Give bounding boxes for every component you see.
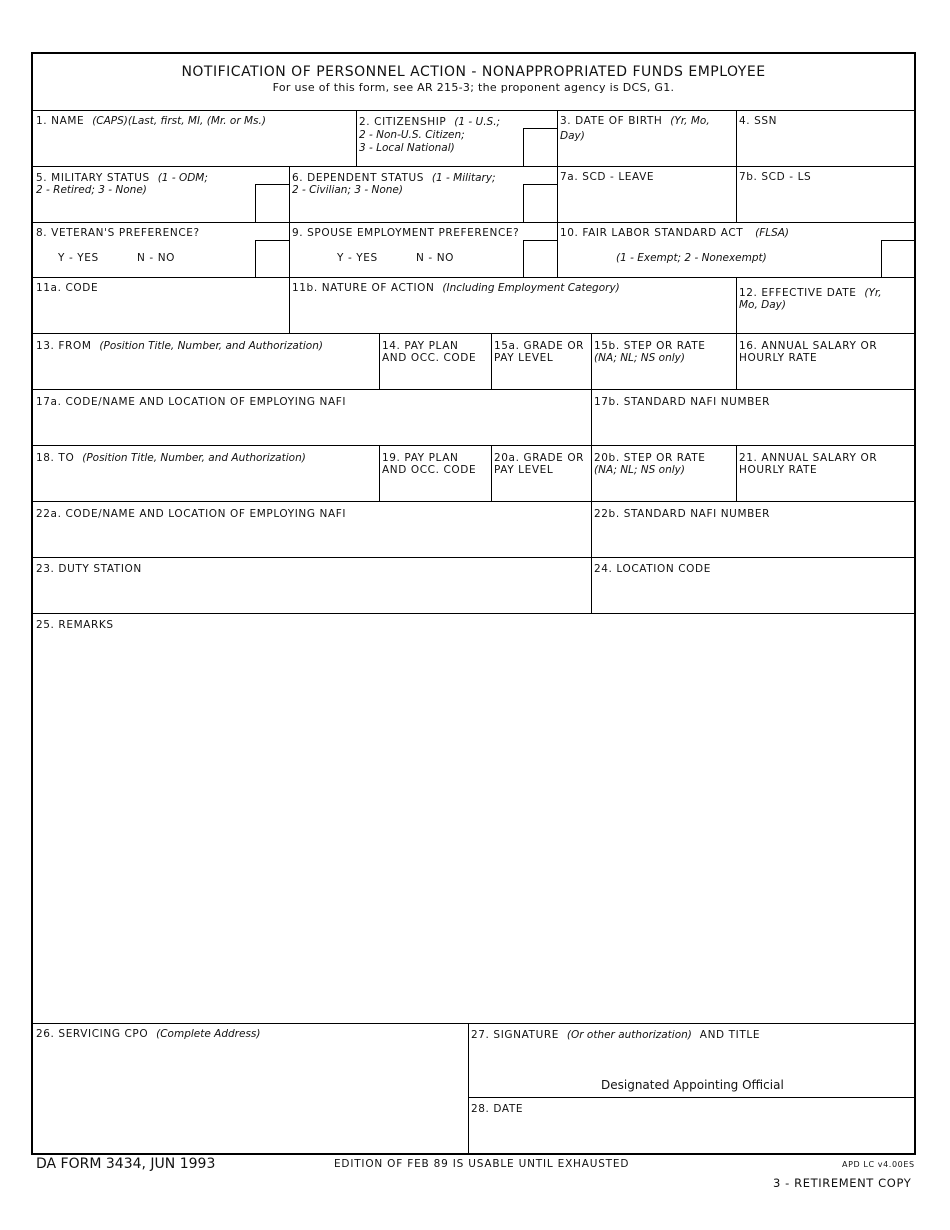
nafi-number-from-label: 17b. STANDARD NAFI NUMBER bbox=[594, 396, 771, 408]
citizenship-hint-3: 3 - Local National) bbox=[359, 142, 455, 154]
field-location-code[interactable] bbox=[591, 557, 914, 613]
field-step-from[interactable] bbox=[591, 333, 736, 389]
field-nafi-from[interactable] bbox=[33, 389, 591, 445]
dependent-status-label: 6. DEPENDENT STATUS bbox=[292, 172, 425, 184]
field-pay-plan-from[interactable] bbox=[379, 333, 491, 389]
field-step-to[interactable] bbox=[591, 445, 736, 501]
field-pay-plan-to[interactable] bbox=[379, 445, 491, 501]
field-date-of-birth[interactable] bbox=[557, 110, 736, 166]
grade-from-line-2: PAY LEVEL bbox=[494, 352, 554, 364]
grade-to-line-2: PAY LEVEL bbox=[494, 464, 554, 476]
name-label: 1. NAME bbox=[36, 115, 85, 127]
field-grade-from[interactable] bbox=[491, 333, 591, 389]
veteran-no-option: N - NO bbox=[137, 252, 176, 264]
signature-hint: (Or other authorization) bbox=[566, 1029, 692, 1041]
salary-to-line-2: HOURLY RATE bbox=[739, 464, 818, 476]
pay-plan-to-line-1: 19. PAY PLAN bbox=[382, 452, 459, 464]
field-spouse-preference bbox=[289, 222, 557, 277]
effective-date-hint-2: Mo, Day) bbox=[739, 299, 786, 311]
dob-label: 3. DATE OF BIRTH bbox=[560, 115, 663, 127]
nafi-from-label: 17a. CODE/NAME AND LOCATION OF EMPLOYING NAFI bbox=[36, 396, 347, 408]
dependent-status-hint-1: (1 - Military; bbox=[431, 172, 496, 184]
nature-of-action-hint: (Including Employment Category) bbox=[442, 282, 620, 294]
appointing-official-caption: Designated Appointing Official bbox=[601, 1078, 784, 1092]
from-hint: (Position Title, Number, and Authorization) bbox=[99, 340, 323, 352]
military-status-label: 5. MILITARY STATUS bbox=[36, 172, 150, 184]
name-hint: (CAPS)(Last, first, MI, (Mr. or Ms.) bbox=[92, 115, 266, 127]
field-nafi-number-from[interactable] bbox=[591, 389, 914, 445]
pay-plan-from-line-1: 14. PAY PLAN bbox=[382, 340, 459, 352]
to-label: 18. TO bbox=[36, 452, 75, 464]
field-flsa bbox=[557, 222, 914, 277]
pay-plan-to-line-2: AND OCC. CODE bbox=[382, 464, 477, 476]
pay-plan-from-line-2: AND OCC. CODE bbox=[382, 352, 477, 364]
step-to-line-1: 20b. STEP OR RATE bbox=[594, 452, 706, 464]
flsa-hint: (FLSA) bbox=[755, 227, 790, 239]
field-remarks[interactable] bbox=[33, 613, 914, 1023]
code-label: 11a. CODE bbox=[36, 282, 99, 294]
step-from-line-1: 15b. STEP OR RATE bbox=[594, 340, 706, 352]
date-label: 28. DATE bbox=[471, 1103, 524, 1115]
field-military-status bbox=[33, 166, 289, 222]
personnel-action-form bbox=[31, 52, 916, 1155]
field-nafi-to[interactable] bbox=[33, 501, 591, 557]
field-duty-station[interactable] bbox=[33, 557, 591, 613]
effective-date-label: 12. EFFECTIVE DATE bbox=[739, 287, 857, 299]
field-name[interactable] bbox=[33, 110, 356, 166]
step-to-line-2: (NA; NL; NS only) bbox=[594, 464, 685, 476]
nafi-number-to-label: 22b. STANDARD NAFI NUMBER bbox=[594, 508, 771, 520]
to-hint: (Position Title, Number, and Authorization) bbox=[82, 452, 306, 464]
signature-label: 27. SIGNATURE bbox=[471, 1029, 559, 1041]
field-salary-to[interactable] bbox=[736, 445, 914, 501]
field-ssn[interactable] bbox=[736, 110, 914, 166]
signature-tail: AND TITLE bbox=[699, 1029, 761, 1041]
field-servicing-cpo[interactable] bbox=[33, 1023, 468, 1153]
form-identifier: DA FORM 3434, JUN 1993 bbox=[36, 1156, 216, 1172]
edition-note: EDITION OF FEB 89 IS USABLE UNTIL EXHAUSTED bbox=[334, 1158, 630, 1170]
grade-to-line-1: 20a. GRADE OR bbox=[494, 452, 585, 464]
salary-to-line-1: 21. ANNUAL SALARY OR bbox=[739, 452, 878, 464]
field-salary-from[interactable] bbox=[736, 333, 914, 389]
flsa-label: 10. FAIR LABOR STANDARD ACT bbox=[560, 227, 744, 239]
field-scd-leave[interactable] bbox=[557, 166, 736, 222]
military-status-hint-2: 2 - Retired; 3 - None) bbox=[36, 184, 147, 196]
field-scd-ls[interactable] bbox=[736, 166, 914, 222]
field-grade-to[interactable] bbox=[491, 445, 591, 501]
field-nafi-number-to[interactable] bbox=[591, 501, 914, 557]
remarks-label: 25. REMARKS bbox=[36, 619, 114, 631]
citizenship-label: 2. CITIZENSHIP bbox=[359, 116, 447, 128]
scd-ls-label: 7b. SCD - LS bbox=[739, 171, 812, 183]
spouse-yes-option: Y - YES bbox=[337, 252, 378, 264]
nature-of-action-label: 11b. NATURE OF ACTION bbox=[292, 282, 435, 294]
field-dependent-status bbox=[289, 166, 557, 222]
salary-from-line-2: HOURLY RATE bbox=[739, 352, 818, 364]
dob-hint-1: (Yr, Mo, bbox=[670, 115, 710, 127]
field-from[interactable] bbox=[33, 333, 379, 389]
scd-leave-label: 7a. SCD - LEAVE bbox=[560, 171, 655, 183]
location-code-label: 24. LOCATION CODE bbox=[594, 563, 711, 575]
duty-station-label: 23. DUTY STATION bbox=[36, 563, 142, 575]
field-nature-of-action[interactable] bbox=[289, 277, 736, 333]
field-effective-date[interactable] bbox=[736, 277, 914, 333]
effective-date-hint-1: (Yr, bbox=[864, 287, 882, 299]
form-title: NOTIFICATION OF PERSONNEL ACTION - NONAPPROPRIATED FUNDS EMPLOYEE bbox=[181, 64, 766, 80]
dependent-status-hint-2: 2 - Civilian; 3 - None) bbox=[292, 184, 403, 196]
copy-designation: 3 - RETIREMENT COPY bbox=[773, 1176, 912, 1190]
citizenship-hint-2: 2 - Non-U.S. Citizen; bbox=[359, 129, 465, 141]
military-status-hint-1: (1 - ODM; bbox=[157, 172, 208, 184]
field-to[interactable] bbox=[33, 445, 379, 501]
grade-from-line-1: 15a. GRADE OR bbox=[494, 340, 585, 352]
citizenship-hint-1: (1 - U.S.; bbox=[454, 116, 501, 128]
spouse-no-option: N - NO bbox=[416, 252, 455, 264]
spouse-preference-label: 9. SPOUSE EMPLOYMENT PREFERENCE? bbox=[292, 227, 520, 239]
veteran-yes-option: Y - YES bbox=[58, 252, 99, 264]
flsa-options: (1 - Exempt; 2 - Nonexempt) bbox=[616, 252, 767, 264]
field-veteran-preference bbox=[33, 222, 289, 277]
salary-from-line-1: 16. ANNUAL SALARY OR bbox=[739, 340, 878, 352]
field-citizenship bbox=[356, 110, 557, 166]
ssn-label: 4. SSN bbox=[739, 115, 778, 127]
field-code[interactable] bbox=[33, 277, 289, 333]
version-note: APD LC v4.00ES bbox=[842, 1160, 915, 1169]
veteran-preference-label: 8. VETERAN'S PREFERENCE? bbox=[36, 227, 200, 239]
dob-hint-2: Day) bbox=[560, 130, 585, 142]
servicing-cpo-label: 26. SERVICING CPO bbox=[36, 1028, 149, 1040]
field-date[interactable] bbox=[468, 1097, 914, 1153]
field-signature[interactable] bbox=[468, 1023, 914, 1097]
from-label: 13. FROM bbox=[36, 340, 92, 352]
nafi-to-label: 22a. CODE/NAME AND LOCATION OF EMPLOYING NAFI bbox=[36, 508, 347, 520]
step-from-line-2: (NA; NL; NS only) bbox=[594, 352, 685, 364]
form-subtitle: For use of this form, see AR 215-3; the proponent agency is DCS, G1. bbox=[272, 81, 675, 94]
servicing-cpo-hint: (Complete Address) bbox=[156, 1028, 261, 1040]
